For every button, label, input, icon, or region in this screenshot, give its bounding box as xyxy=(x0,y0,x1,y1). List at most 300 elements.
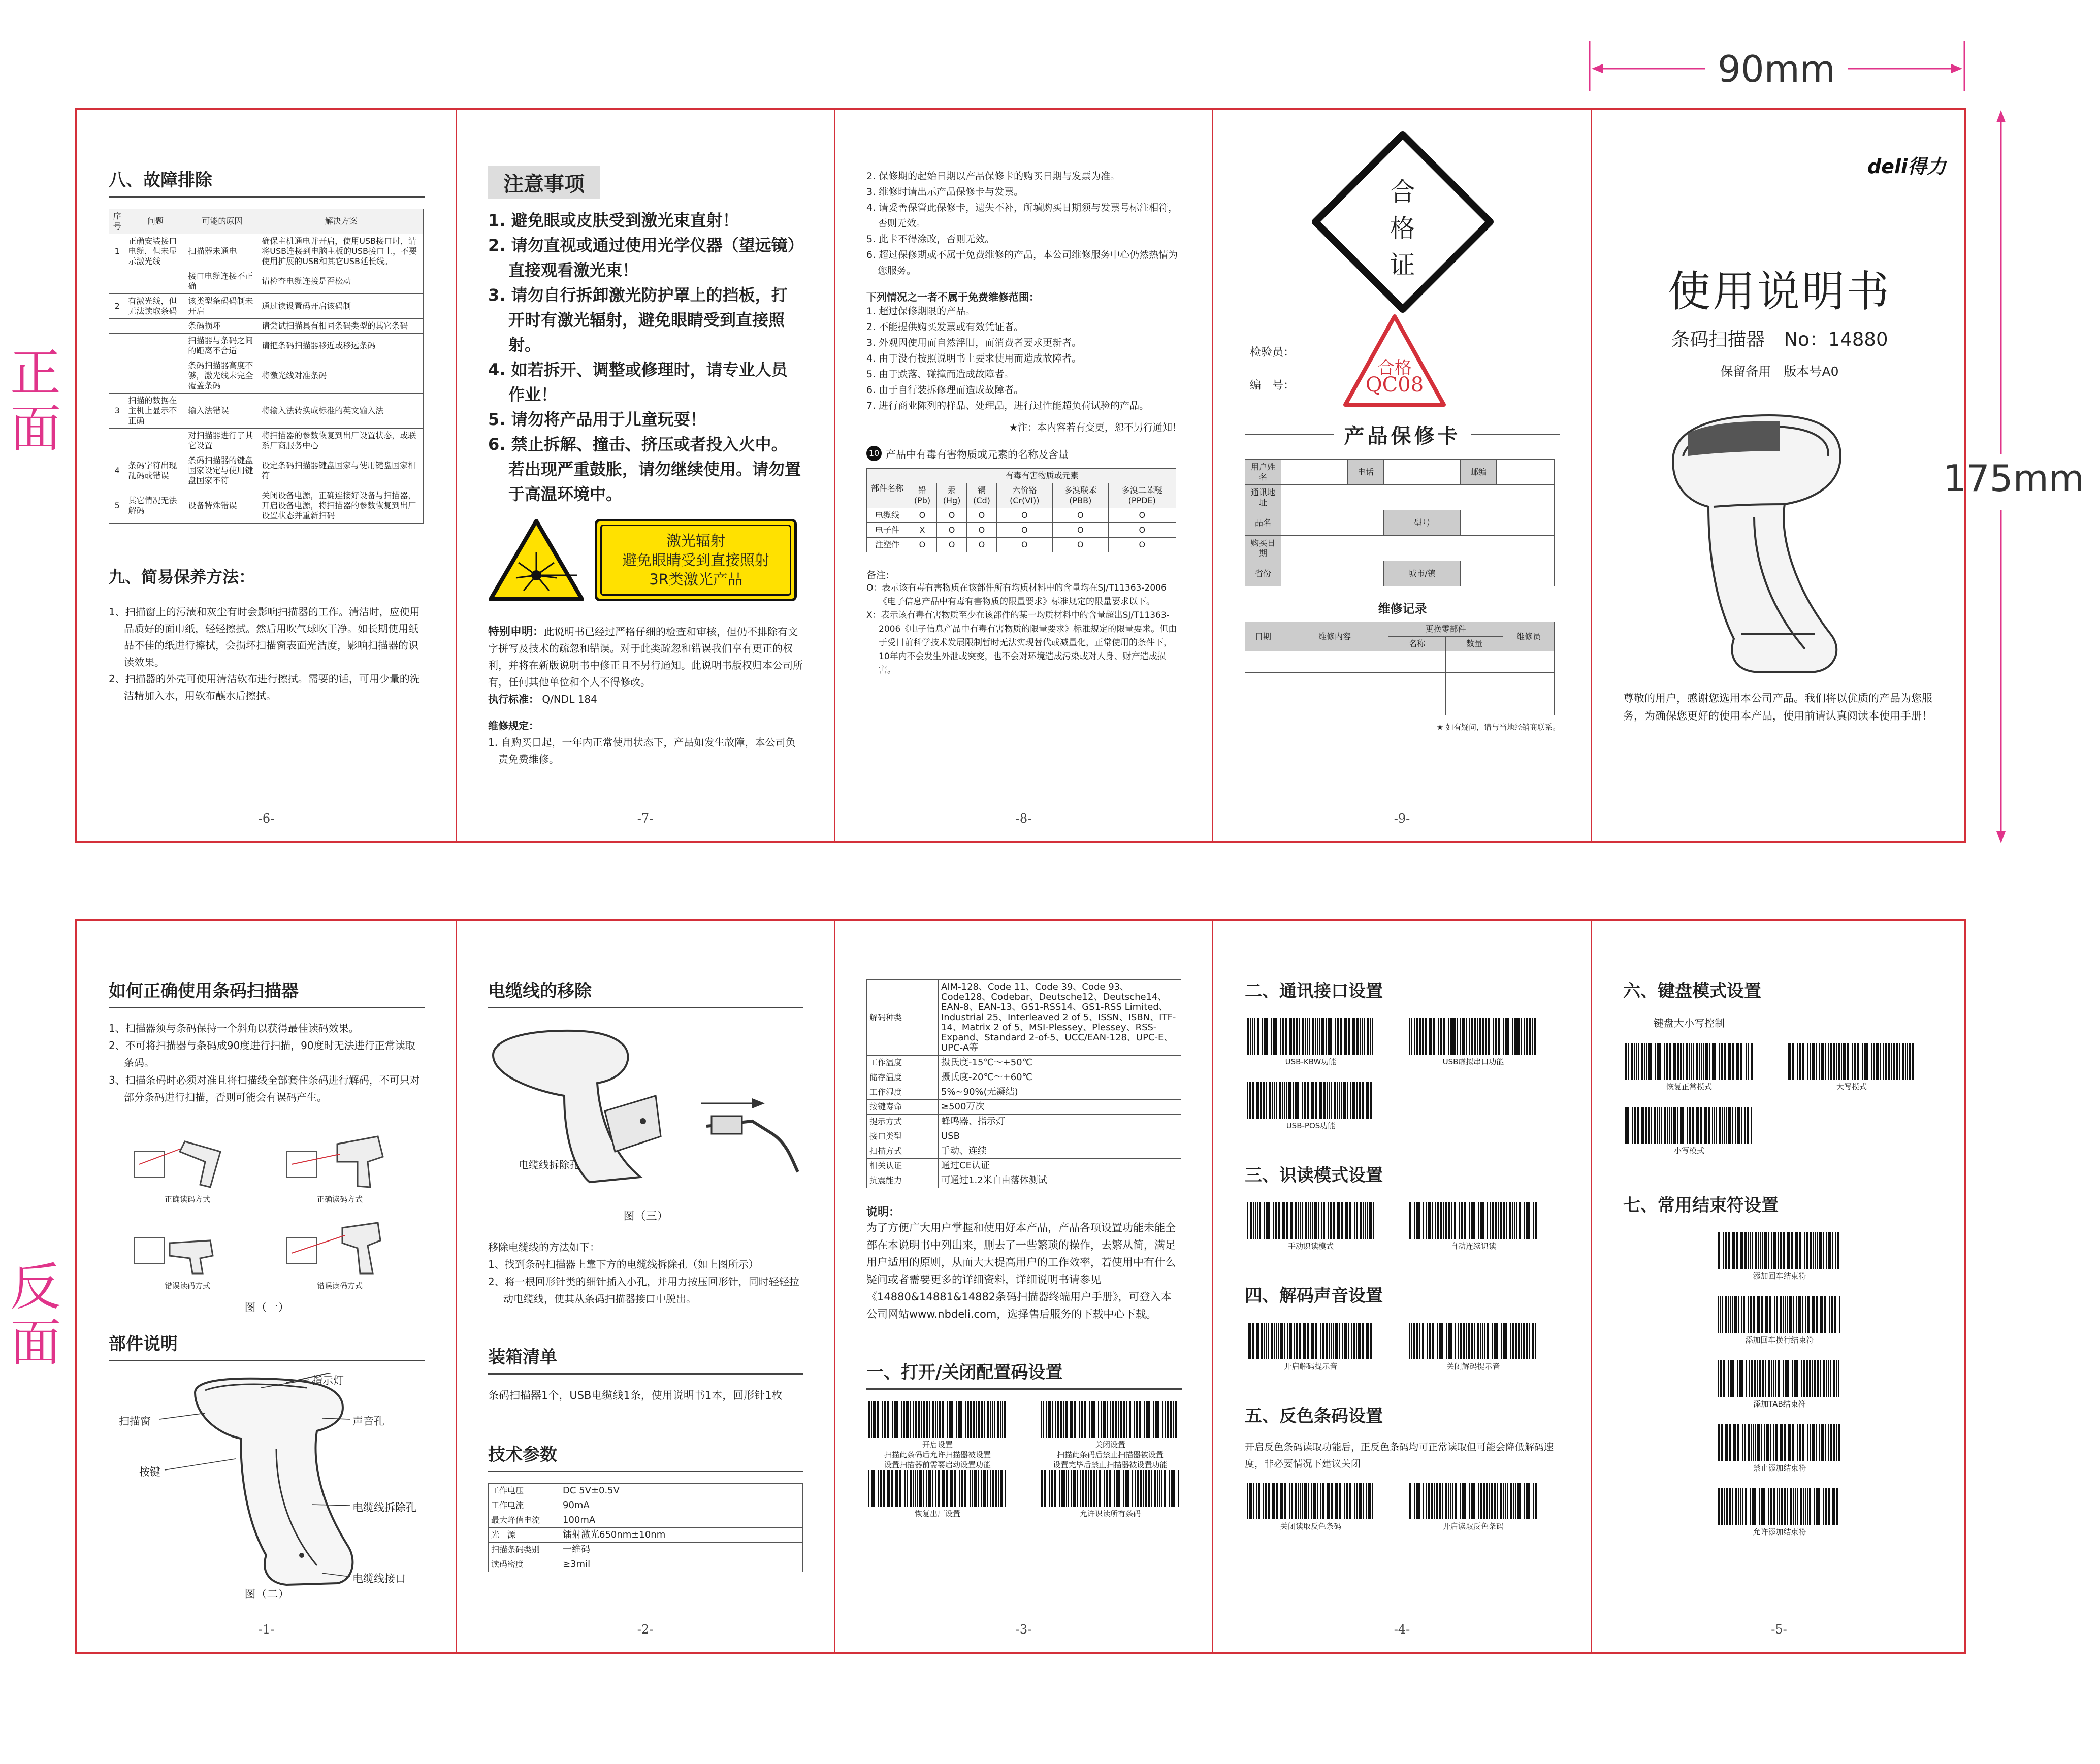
barcode-item[interactable] xyxy=(1245,1202,1377,1251)
hazard-note: X：表示该有毒有害物质至少在该部件的某一均质材料中的含量超出SJ/T11363-2006《电子信息产品中有毒有害物质的限量要求》标准规定的限量要求。但由于受目前科学技术发展限制暂时无法实现替代或减量化，正常使用的条件下，10年内不会发生外泄或突变，也不会对环境造成污染或对人身、财产造成损害。 xyxy=(866,610,1177,675)
table-cell: X xyxy=(908,523,937,538)
barcode-icon[interactable] xyxy=(1407,1202,1539,1239)
manual-title: 使用说明书 xyxy=(1667,267,1891,316)
repair-col: 数量 xyxy=(1445,637,1503,651)
spec-row xyxy=(867,1173,1181,1188)
standard-label: 执行标准： xyxy=(488,693,539,705)
troubleshoot-title: 八、故障排除 xyxy=(109,166,425,198)
form-label: 用户姓名 xyxy=(1245,460,1281,485)
spec-value: 5%~90%(无凝结) xyxy=(939,1085,1181,1100)
spec-key: 工作电压 xyxy=(489,1484,560,1498)
change-note: ★注：本内容若有变更，恕不另行通知！ xyxy=(1009,422,1182,433)
table-cell: O xyxy=(1108,523,1176,538)
table-cell: 条码扫描器的键盘国家设定与使用键盘国家不符 xyxy=(185,453,259,488)
spec-value: 90mA xyxy=(560,1498,803,1513)
spec-value: 摄氏度-20℃～+60℃ xyxy=(939,1070,1181,1085)
page-2 xyxy=(457,921,835,1652)
repair-col: 更换零部件 xyxy=(1388,622,1503,637)
table-row xyxy=(109,488,424,524)
table-cell: 该类型条码码制未开启 xyxy=(185,294,259,319)
repair-cell[interactable] xyxy=(1388,673,1446,694)
table-row xyxy=(109,453,424,488)
barcode-caption: 添加回车结束符 xyxy=(1753,1271,1806,1281)
page-7 xyxy=(457,110,835,841)
table-cell: 条码损坏 xyxy=(185,319,259,334)
part-label: 声音孔 xyxy=(352,1415,384,1427)
page-number: -3- xyxy=(1015,1622,1032,1637)
table-row xyxy=(867,508,1176,523)
height-dimension xyxy=(1943,109,2097,845)
notice-item: 3. 请勿自行拆卸激光防护罩上的挡板，打开时有激光辐射，避免眼睛受到直接照射。 xyxy=(488,285,788,354)
barcode-icon[interactable] xyxy=(1716,1232,1843,1269)
table-cell xyxy=(109,358,125,394)
spec-row xyxy=(489,1543,803,1557)
usage-fig-cell xyxy=(129,1218,246,1294)
table-cell: 2 xyxy=(109,294,125,319)
usage-item: 1、扫描器须与条码保持一个斜角以获得最佳读码效果。 xyxy=(109,1022,359,1034)
barcode-item[interactable] xyxy=(1407,1018,1539,1067)
barcode-caption: 开启设置 扫描此条码后允许扫描器被设置 设置扫描器前需要启动设置功能 xyxy=(884,1440,991,1469)
standard-value: Q/NDL 184 xyxy=(542,693,597,705)
notice-title: 注意事项 xyxy=(488,166,600,199)
removal-step: 2、将一根回形针类的细针插入小孔，并用力按压回形针，同时轻轻拉动电缆线，使其从条码扫描器接口中脱出。 xyxy=(488,1276,799,1305)
barcode-item[interactable] xyxy=(866,1401,1009,1470)
exclusion-title: 下列情况之一者不属于免费维修范围： xyxy=(866,291,1039,303)
barcode-icon[interactable] xyxy=(1786,1043,1918,1080)
table-cell: 请尝试扫描具有相同条码类型的其它条码 xyxy=(259,319,424,334)
number-label: 编 号： xyxy=(1250,379,1295,392)
table-cell: 将扫描器的参数恢复到出厂设置状态，或联系厂商服务中心 xyxy=(259,429,424,453)
qc-stamp xyxy=(1341,312,1448,409)
barcode-caption: 关闭设置 扫描此条码后禁止扫描器被设置 设置完毕后禁止扫描器被设置功能 xyxy=(1053,1440,1168,1469)
form-label: 通讯地址 xyxy=(1245,485,1281,510)
table-cell xyxy=(125,358,185,394)
keyboard-title: 六、键盘模式设置 xyxy=(1623,981,1761,1001)
form-label: 电话 xyxy=(1348,460,1384,485)
barcode-item[interactable] xyxy=(1407,1202,1539,1251)
barcode-caption: 大写模式 xyxy=(1836,1082,1867,1091)
spec-key: 扫描条码类别 xyxy=(489,1543,560,1557)
barcode-item[interactable] xyxy=(1623,1043,1755,1092)
barcode-icon[interactable] xyxy=(1245,1483,1377,1519)
hazard-notes-title: 备注: xyxy=(866,570,889,581)
table-cell xyxy=(109,319,125,334)
spec-value: ≥3mil xyxy=(560,1557,803,1572)
barcode-icon[interactable] xyxy=(1039,1401,1181,1438)
barcode-item[interactable] xyxy=(866,1470,1009,1519)
usage-fig-label: 错误读码方式 xyxy=(316,1281,363,1290)
statement-text: 此说明书已经过严格仔细的检查和审核，但仍不排除有文字拼写及技术的疏忽和错误。对于此类疏忽和错误我们享有更正的权利，并将在新版说明书中修正且不另行通知。此说明书版权归本公司所有，任何其他单位和个人不得修改。 xyxy=(488,626,803,688)
specs-table-continued xyxy=(866,979,1181,1188)
barcode-icon[interactable] xyxy=(1245,1018,1377,1055)
table-cell xyxy=(109,334,125,358)
barcode-caption: 自动连续识读 xyxy=(1450,1242,1496,1251)
repair-record-table xyxy=(1245,622,1555,715)
scanner-illustration xyxy=(1653,395,1907,679)
spec-row xyxy=(867,1100,1181,1115)
spec-row xyxy=(489,1513,803,1528)
barcode-item[interactable] xyxy=(1407,1483,1539,1531)
page-number: -1- xyxy=(258,1622,275,1637)
barcode-icon[interactable] xyxy=(1716,1296,1843,1333)
barcode-icon[interactable] xyxy=(1245,1323,1377,1359)
barcode-item[interactable] xyxy=(1245,1082,1377,1131)
barcode-icon[interactable] xyxy=(866,1470,1009,1507)
table-cell xyxy=(109,429,125,453)
form-label: 品名 xyxy=(1245,510,1281,536)
address-field[interactable] xyxy=(1281,485,1555,510)
table-cell: O xyxy=(1108,508,1176,523)
table-cell: O xyxy=(996,523,1052,538)
table-cell: O xyxy=(936,523,966,538)
warranty-rule: 2. 保修期的起始日期以产品保修卡的购买日期与发票为准。 xyxy=(866,171,1120,182)
barcode-item[interactable] xyxy=(1245,1483,1377,1531)
laser-label-line: 激光辐射 xyxy=(666,532,726,549)
page-number: -2- xyxy=(637,1622,654,1637)
hazard-table xyxy=(866,468,1176,552)
repair-cell[interactable] xyxy=(1281,651,1388,673)
table-cell: 有激光线，但无法读取条码 xyxy=(125,294,185,319)
notice-item: 5. 请勿将产品用于儿童玩耍！ xyxy=(488,410,706,429)
back-sheet xyxy=(75,919,1966,1654)
barcode-item[interactable] xyxy=(1245,1018,1377,1067)
barcode-icon[interactable] xyxy=(1716,1424,1843,1461)
table-cell: O xyxy=(996,538,1052,552)
table-cell: 其它情况无法解码 xyxy=(125,488,185,524)
parts-leader-lines xyxy=(109,1373,464,1596)
hazard-col-group: 有毒有害物质或元素 xyxy=(908,469,1176,483)
removal-method-title: 移除电缆线的方法如下： xyxy=(488,1241,600,1253)
barcode-icon[interactable] xyxy=(1245,1202,1377,1239)
warranty-form xyxy=(1245,459,1555,586)
hazard-col: 六价铬(Cr(VI)) xyxy=(996,483,1052,508)
barcode-icon[interactable] xyxy=(1716,1360,1843,1397)
barcode-icon[interactable] xyxy=(1716,1488,1843,1525)
table-cell: 条码字符出现乱码或错误 xyxy=(125,453,185,488)
spec-row xyxy=(867,1144,1181,1159)
spec-key: 工作湿度 xyxy=(867,1085,939,1100)
barcode-item[interactable] xyxy=(1039,1470,1181,1519)
barcode-item[interactable] xyxy=(1716,1232,1843,1281)
front-sheet xyxy=(75,108,1966,843)
table-cell: 输入法错误 xyxy=(185,394,259,429)
barcode-icon[interactable] xyxy=(1623,1107,1755,1144)
table-row xyxy=(867,538,1176,552)
hazard-col-part: 部件名称 xyxy=(867,469,908,508)
postcode-field[interactable] xyxy=(1497,460,1555,485)
table-cell: 接口电缆连接不正确 xyxy=(185,269,259,294)
hazard-title: 产品中有毒有害物质或元素的名称及含量 xyxy=(886,448,1069,461)
page-number: -9- xyxy=(1394,811,1410,826)
repair-cell[interactable] xyxy=(1445,694,1503,715)
standard xyxy=(488,691,803,708)
cable-hole-label: 电缆线拆除孔 xyxy=(519,1159,579,1171)
repair-col: 日期 xyxy=(1245,622,1281,651)
phone-field[interactable] xyxy=(1384,460,1461,485)
table-cell: 扫描器未通电 xyxy=(185,234,259,269)
front-label: 正面 xyxy=(10,343,61,459)
spec-row xyxy=(867,1056,1181,1070)
specs-title: 技术参数 xyxy=(488,1441,803,1472)
part-label: 指示灯 xyxy=(312,1375,344,1387)
statement-label: 特别申明： xyxy=(488,626,544,638)
usage-fig-label: 正确读码方式 xyxy=(164,1195,210,1204)
table-cell: 关闭设备电源，正确连接好设备与扫描器，开启设备电源，将扫描器的参数恢复到出厂设置状态并重新扫码 xyxy=(259,488,424,524)
barcode-caption: USB虚拟串口功能 xyxy=(1442,1057,1504,1066)
page-3 xyxy=(835,921,1213,1652)
exclusion-item: 2. 不能提供购买发票或有效凭证者。 xyxy=(866,321,1024,333)
env-badge-icon: 10 xyxy=(866,446,882,461)
version-text: 保留备用 版本号A0 xyxy=(1720,364,1839,379)
warranty-rule: 5. 此卡不得涂改，否则无效。 xyxy=(866,234,995,245)
repair-cell[interactable] xyxy=(1503,694,1555,715)
repair-cell[interactable] xyxy=(1245,673,1281,694)
part-label: 电缆线拆除孔 xyxy=(352,1501,416,1514)
spec-row xyxy=(867,1085,1181,1100)
usage-title: 如何正确使用条码扫描器 xyxy=(109,977,425,1008)
barcode-caption: 允许添加结束符 xyxy=(1753,1527,1806,1537)
table-cell xyxy=(125,334,185,358)
table-row xyxy=(109,429,424,453)
barcode-item[interactable] xyxy=(1407,1323,1539,1371)
barcode-icon[interactable] xyxy=(1407,1323,1539,1359)
product-subtitle: 条码扫描器 No：14880 xyxy=(1671,329,1888,350)
table-cell: O xyxy=(967,508,996,523)
page-6 xyxy=(77,110,457,841)
barcode-caption: 恢复出厂设置 xyxy=(914,1509,960,1518)
read-mode-title: 三、识读模式设置 xyxy=(1245,1165,1383,1186)
table-cell: 对扫描器进行了其它设置 xyxy=(185,429,259,453)
case-control-label: 键盘大小写控制 xyxy=(1654,1017,1725,1029)
product-field[interactable] xyxy=(1281,510,1384,536)
spec-key: 读码密度 xyxy=(489,1557,560,1572)
page-number: -4- xyxy=(1394,1622,1410,1637)
table-cell xyxy=(109,269,125,294)
hazard-col: 镉(Cd) xyxy=(967,483,996,508)
brand-logo: deli得力 xyxy=(1867,155,1946,178)
table-cell: 通过读设置码开启该码制 xyxy=(259,294,424,319)
spec-key: 接口类型 xyxy=(867,1129,939,1144)
barcode-icon[interactable] xyxy=(1245,1082,1377,1119)
repair-cell[interactable] xyxy=(1281,694,1388,715)
table-cell: O xyxy=(1052,538,1108,552)
care-item: 2、扫描器的外壳可使用清洁软布进行擦拭。需要的话，可用少量的洗洁精加入水，用软布蘸水后擦拭。 xyxy=(109,673,420,702)
stamp-pass: 合格 xyxy=(1377,358,1412,378)
repair-cell[interactable] xyxy=(1503,673,1555,694)
usage-fig-label: 正确读码方式 xyxy=(316,1195,363,1204)
repair-cell[interactable] xyxy=(1503,651,1555,673)
purchase-date-field[interactable] xyxy=(1281,536,1555,561)
model-field[interactable] xyxy=(1461,510,1555,536)
table-cell: 4 xyxy=(109,453,125,488)
page-8 xyxy=(835,110,1213,841)
parts-diagram xyxy=(109,1373,425,1596)
note-title: 说明： xyxy=(866,1206,900,1219)
warranty-heading xyxy=(1245,420,1560,449)
exclusion-item: 4. 由于没有按照说明书上要求使用而造成故障者。 xyxy=(866,353,1082,364)
form-label: 购买日期 xyxy=(1245,536,1281,561)
repair-cell[interactable] xyxy=(1445,651,1503,673)
spec-key: 抗震能力 xyxy=(867,1173,939,1188)
repair-col: 名称 xyxy=(1388,637,1446,651)
spec-key: 储存温度 xyxy=(867,1070,939,1085)
table-cell: 请把条码扫描器移近或移远条码 xyxy=(259,334,424,358)
repair-cell[interactable] xyxy=(1445,673,1503,694)
config-code-title: 一、打开/关闭配置码设置 xyxy=(866,1358,1182,1390)
terminator-title: 七、常用结束符设置 xyxy=(1623,1195,1779,1216)
spec-value: 蜂鸣器、指示灯 xyxy=(939,1115,1181,1129)
barcode-item[interactable] xyxy=(1716,1360,1843,1409)
table-cell: 电子件 xyxy=(867,523,908,538)
usage-figure xyxy=(109,1116,425,1304)
city-field[interactable] xyxy=(1461,561,1555,586)
barcode-caption: 开启解码提示音 xyxy=(1284,1362,1338,1371)
cable-removal-title: 电缆线的移除 xyxy=(488,977,803,1008)
spec-key: 相关认证 xyxy=(867,1159,939,1173)
spec-key: 工作温度 xyxy=(867,1056,939,1070)
repair-cell[interactable] xyxy=(1281,673,1388,694)
table-cell: 正确安装接口电缆，但未显示激光线 xyxy=(125,234,185,269)
scanner-angle-icon xyxy=(281,1218,398,1279)
barcode-icon[interactable] xyxy=(1039,1470,1181,1507)
notice-item: 4. 如若拆开、调整或修理时，请专业人员作业！ xyxy=(488,360,788,404)
repair-policy-title: 维修规定： xyxy=(488,720,539,732)
table-cell: 将激光线对准条码 xyxy=(259,358,424,394)
part-label: 按键 xyxy=(139,1466,160,1478)
repair-policy-item: 1. 自购买日起，一年内正常使用状态下，产品如发生故障，本公司负责免费维修。 xyxy=(488,736,796,765)
table-header: 序号 xyxy=(109,209,125,234)
barcode-caption: USB-POS功能 xyxy=(1286,1121,1336,1130)
spec-row xyxy=(867,1115,1181,1129)
notice-item: 1. 避免眼或皮肤受到激光束直射！ xyxy=(488,211,739,230)
table-row xyxy=(109,319,424,334)
barcode-icon[interactable] xyxy=(1407,1018,1539,1055)
part-label: 扫描窗 xyxy=(119,1415,151,1427)
barcode-item[interactable] xyxy=(1716,1424,1843,1473)
form-label: 邮编 xyxy=(1461,460,1497,485)
repair-cell[interactable] xyxy=(1245,694,1281,715)
spec-row xyxy=(489,1528,803,1543)
inspector-label: 检验员： xyxy=(1250,346,1295,359)
page-4 xyxy=(1213,921,1592,1652)
barcode-item[interactable] xyxy=(1716,1488,1843,1537)
repair-col: 维修内容 xyxy=(1281,622,1388,651)
cert-char: 格 xyxy=(1390,214,1415,243)
barcode-caption: 关闭解码提示音 xyxy=(1446,1362,1500,1371)
exclusion-item: 3. 外观因使用而自然浮旧，而消费者要求更新者。 xyxy=(866,337,1082,348)
barcode-caption: USB-KBW功能 xyxy=(1285,1057,1337,1066)
notice-item: 2. 请勿直视或通过使用光学仪器（望远镜）直接观看激光束！ xyxy=(488,236,796,280)
spec-value: 摄氏度-15℃～+50℃ xyxy=(939,1056,1181,1070)
care-item: 1、扫描窗上的污渍和灰尘有时会影响扫描器的工作。清洁时，应使用品质好的面巾纸，轻轻擦拭。然后用吹气球吹干净。如长期使用纸品不佳的纸进行擦拭，会损坏扫描窗表面光洁度，影响扫描器的识读效果。 xyxy=(109,606,420,668)
page-5 xyxy=(1592,921,1966,1652)
exclusion-item: 6. 由于自行装拆修理而造成故障者。 xyxy=(866,384,1024,396)
table-row xyxy=(109,394,424,429)
table-header: 解决方案 xyxy=(259,209,424,234)
spec-value: 通过CE认证 xyxy=(939,1159,1181,1173)
packing-list: 条码扫描器1个，USB电缆线1条，使用说明书1本，回形针1枚 xyxy=(488,1389,783,1401)
barcode-icon[interactable] xyxy=(1623,1043,1755,1080)
usage-item: 2、不可将扫描器与条码成90度进行扫描，90度时无法进行正常读取条码。 xyxy=(109,1039,415,1069)
barcode-item[interactable] xyxy=(1623,1107,1755,1156)
laser-warning-area xyxy=(488,517,803,603)
spec-value: DC 5V±0.5V xyxy=(560,1484,803,1498)
table-row xyxy=(109,269,424,294)
barcode-item[interactable] xyxy=(1786,1043,1918,1092)
spec-key: 工作电流 xyxy=(489,1498,560,1513)
table-row xyxy=(109,234,424,269)
barcode-item[interactable] xyxy=(1716,1296,1843,1345)
spec-key: 扫描方式 xyxy=(867,1144,939,1159)
page-number: -5- xyxy=(1771,1622,1787,1637)
spec-row xyxy=(867,980,1181,1056)
page-number: -6- xyxy=(258,811,275,826)
interface-title: 二、通讯接口设置 xyxy=(1245,981,1383,1001)
cover-page xyxy=(1592,110,1966,841)
warranty-rule: 4. 请妥善保管此保修卡，遗失不补，所填购买日期须与发票号标注相符，否则无效。 xyxy=(866,202,1178,229)
barcode-icon[interactable] xyxy=(1407,1483,1539,1519)
page-9 xyxy=(1213,110,1592,841)
spec-value: USB xyxy=(939,1129,1181,1144)
repair-cell[interactable] xyxy=(1388,651,1446,673)
exclusion-item: 1. 超过保修期限的产品。 xyxy=(866,306,976,317)
exclusion-item: 5. 由于跌落、碰撞而造成故障者。 xyxy=(866,369,1014,380)
repair-cell[interactable] xyxy=(1388,694,1446,715)
spec-key: 解码种类 xyxy=(867,980,939,1056)
table-cell: O xyxy=(908,508,937,523)
table-row xyxy=(109,294,424,319)
spec-value: 镭射激光650nm±10nm xyxy=(560,1528,803,1543)
table-header: 问题 xyxy=(125,209,185,234)
inspection-area xyxy=(1245,318,1560,420)
repair-col: 维修员 xyxy=(1503,622,1555,651)
width-dimension xyxy=(1589,41,1965,91)
scanner-angle-icon xyxy=(129,1131,246,1192)
repair-cell[interactable] xyxy=(1245,651,1281,673)
spec-value: ≥500万次 xyxy=(939,1100,1181,1115)
table-cell: 设备特殊错误 xyxy=(185,488,259,524)
table-cell: 请检查电缆连接是否松动 xyxy=(259,269,424,294)
table-cell: O xyxy=(936,538,966,552)
inverse-desc: 开启反色条码读取功能后，正反色条码均可正常读取但可能会降低解码速度，非必要情况下建议关闭 xyxy=(1245,1442,1554,1469)
scanner-angle-icon xyxy=(281,1131,398,1192)
spec-value: 一维码 xyxy=(560,1543,803,1557)
page-number: -7- xyxy=(637,811,654,826)
table-row xyxy=(109,334,424,358)
width-label: 90mm xyxy=(1718,48,1835,90)
spec-key: 提示方式 xyxy=(867,1115,939,1129)
table-cell: 注塑件 xyxy=(867,538,908,552)
packing-title: 装箱清单 xyxy=(488,1343,803,1375)
laser-label-line: 3R类激光产品 xyxy=(649,571,742,588)
province-field[interactable] xyxy=(1281,561,1384,586)
notice-item: 6. 禁止拆解、撞击、挤压或者投入火中。若出现严重鼓胀，请勿继续使用。请勿置于高温环境中。 xyxy=(488,435,801,504)
usage-fig-cell xyxy=(281,1131,398,1207)
usage-fig-cell xyxy=(129,1131,246,1207)
sound-title: 四、解码声音设置 xyxy=(1245,1286,1383,1306)
warranty-rule: 3. 维修时请出示产品保修卡与发票。 xyxy=(866,186,1024,198)
barcode-item[interactable] xyxy=(1245,1323,1377,1371)
usage-item: 3、扫描条码时必须对准且将扫描线全部套住条码进行解码，不可只对部分条码进行扫描，否则可能会有误码产生。 xyxy=(109,1074,420,1103)
barcode-icon[interactable] xyxy=(866,1401,1009,1438)
barcode-item[interactable] xyxy=(1039,1401,1181,1470)
table-row xyxy=(867,523,1176,538)
user-name-field[interactable] xyxy=(1281,460,1348,485)
spec-row xyxy=(489,1498,803,1513)
back-label: 反面 xyxy=(10,1257,61,1373)
table-cell: O xyxy=(967,538,996,552)
hazard-heading xyxy=(866,446,1182,461)
